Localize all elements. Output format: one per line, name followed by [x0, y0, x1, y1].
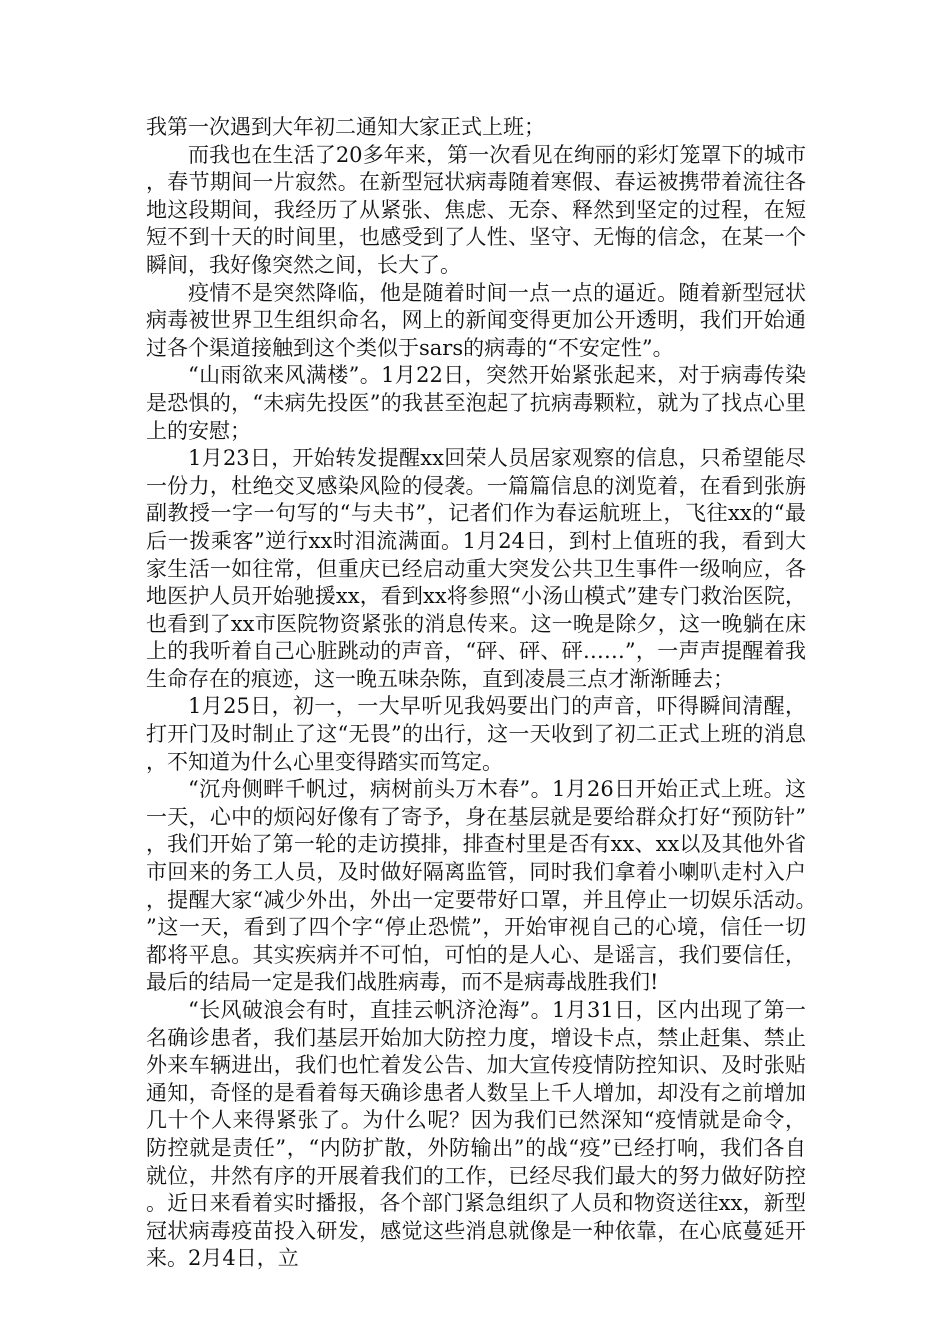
paragraph-3: 疫情不是突然降临，他是随着时间一点一点的逼近。随着新型冠状病毒被世界卫生组织命名，网上的新闻变得更加公开透明，我们开始通过各个渠道接触到这个类似于sars的病毒的“不安定性”。 [146, 280, 806, 360]
paragraph-6: 1月25日，初一，一大早听见我妈要出门的声音，吓得瞬间清醒，打开门及时制止了这“无畏”的出行，这一天收到了初二正式上班的消息，不知道为什么心里变得踏实而笃定。 [146, 694, 806, 774]
paragraph-5: 1月23日，开始转发提醒xx回荣人员居家观察的信息，只希望能尽一份力，杜绝交叉感染风险的侵袭。一篇篇信息的浏览着，在看到张旃副教授一字一句写的“与夫书”，记者们作为春运航班上，飞往xx的“最后一拨乘客”逆行xx时泪流满面。1月24日，到村上值班的我，看到大家生活一如往常，但重庆已经启动重大突发公共卫生事件一级响应，各地医护人员开始驰援xx，看到xx将参照“小汤山模式”建专门救治医院，也看到了xx市医院物资紧张的消息传来。这一晚是除夕，这一晚躺在床上的我听着自己心脏跳动的声音，“砰、砰、砰……”，一声声提醒着我生命存在的痕迹，这一晚五味杂陈，直到凌晨三点才渐渐睡去； [146, 446, 806, 691]
paragraph-2: 而我也在生活了20多年来，第一次看见在绚丽的彩灯笼罩下的城市，春节期间一片寂然。在新型冠状病毒随着寒假、春运被携带着流往各地这段期间，我经历了从紧张、焦虑、无奈、释然到坚定的过程，在短短不到十天的时间里，也感受到了人性、坚守、无悔的信念，在某一个瞬间，我好像突然之间，长大了。 [146, 142, 806, 277]
paragraph-7: “沉舟侧畔千帆过，病树前头万木春”。1月26日开始正式上班。这一天，心中的烦闷好像有了寄予，身在基层就是要给群众打好“预防针”，我们开始了第一轮的走访摸排，排查村里是否有xx、xx以及其他外省市回来的务工人员，及时做好隔离监管，同时我们拿着小喇叭走村入户，提醒大家“减少外出，外出一定要带好口罩，并且停止一切娱乐活动。”这一天，看到了四个字“停止恐慌”，开始审视自己的心境，信任一切都将平息。其实疾病并不可怕，可怕的是人心、是谣言，我们要信任，最后的结局一定是我们战胜病毒，而不是病毒战胜我们! [146, 777, 806, 995]
document-page [146, 114, 806, 1273]
paragraph-8: “长风破浪会有时，直挂云帆济沧海”。1月31日，区内出现了第一名确诊患者，我们基层开始加大防控力度，增设卡点，禁止赶集、禁止外来车辆进出，我们也忙着发公告、加大宣传疫情防控知识、及时张贴通知，奇怪的是看着每天确诊患者人数呈上千人增加，却没有之前增加几十个人来得紧张了。为什么呢？因为我们已然深知“疫情就是命令，防控就是责任”，“内防扩散，外防输出”的战“疫”已经打响，我们各自就位，井然有序的开展着我们的工作，已经尽我们最大的努力做好防控。近日来看着实时播报，各个部门紧急组织了人员和物资送往xx，新型冠状病毒疫苗投入研发，感觉这些消息就像是一种依靠，在心底蔓延开来。2月4日，立 [146, 998, 806, 1271]
paragraph-1: 我第一次遇到大年初二通知大家正式上班； [146, 115, 545, 139]
paragraph-4: “山雨欲来风满楼”。1月22日，突然开始紧张起来，对于病毒传染是恐惧的，“未病先投医”的我甚至泡起了抗病毒颗粒，就为了找点心里上的安慰； [146, 363, 806, 443]
